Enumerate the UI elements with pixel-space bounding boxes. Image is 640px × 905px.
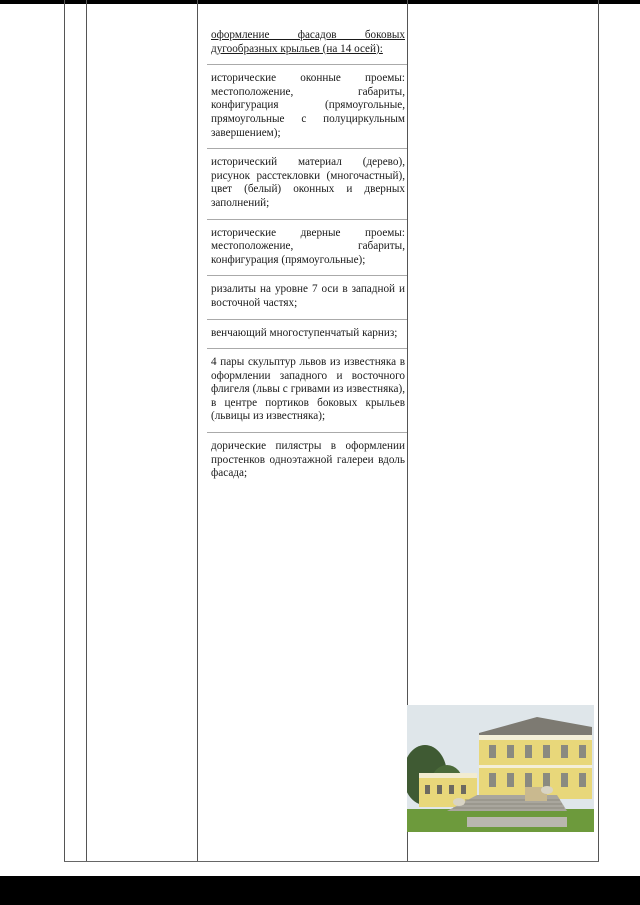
- cornice: [479, 735, 592, 740]
- table-column-divider-2: [197, 0, 198, 862]
- feature-item: исторический материал (дерево), рисунок расстекловки (многочастный), цвет (белый) оконных и дверных заполнений;: [207, 156, 407, 219]
- belt-course: [479, 765, 592, 768]
- feature-item: дорические пилястры в оформлении простенков одноэтажной галереи вдоль фасада;: [211, 440, 405, 480]
- photo-illustration: [407, 705, 594, 832]
- feature-item: исторические дверные проемы: местоположение, габариты, конфигурация (прямоугольные);: [207, 227, 407, 277]
- lion-sculpture: [453, 798, 465, 806]
- window: [461, 785, 466, 794]
- protected-features-column: [207, 29, 407, 496]
- path: [467, 817, 567, 827]
- table-border-left: [64, 0, 65, 862]
- feature-item: 4 пары скульптур львов из известняка в оформлении западного и восточного флигеля (львы с гривами из известняка), в центре портиков боковых крыльев (львицы из известняка);: [207, 356, 407, 433]
- table-border-right: [598, 0, 599, 862]
- scan-top-edge: [0, 0, 640, 4]
- table-bottom-border: [64, 861, 599, 862]
- feature-item: исторические оконные проемы: местоположение, габариты, конфигурация (прямоугольные, прямоугольные с полуциркульным завершением);: [207, 72, 407, 149]
- window: [449, 785, 454, 794]
- window: [425, 785, 430, 794]
- table-column-divider-1: [86, 0, 87, 862]
- scan-bottom-edge: [0, 876, 640, 905]
- feature-item: оформление фасадов боковых дугообразных крыльев (на 14 осей):: [207, 29, 407, 65]
- lion-sculpture: [541, 786, 553, 794]
- side-wing-cornice: [419, 773, 477, 778]
- feature-item: венчающий многоступенчатый карниз;: [207, 327, 407, 350]
- building-facade-photo: [407, 705, 594, 832]
- feature-item: ризалиты на уровне 7 оси в западной и восточной частях;: [207, 283, 407, 319]
- window: [437, 785, 442, 794]
